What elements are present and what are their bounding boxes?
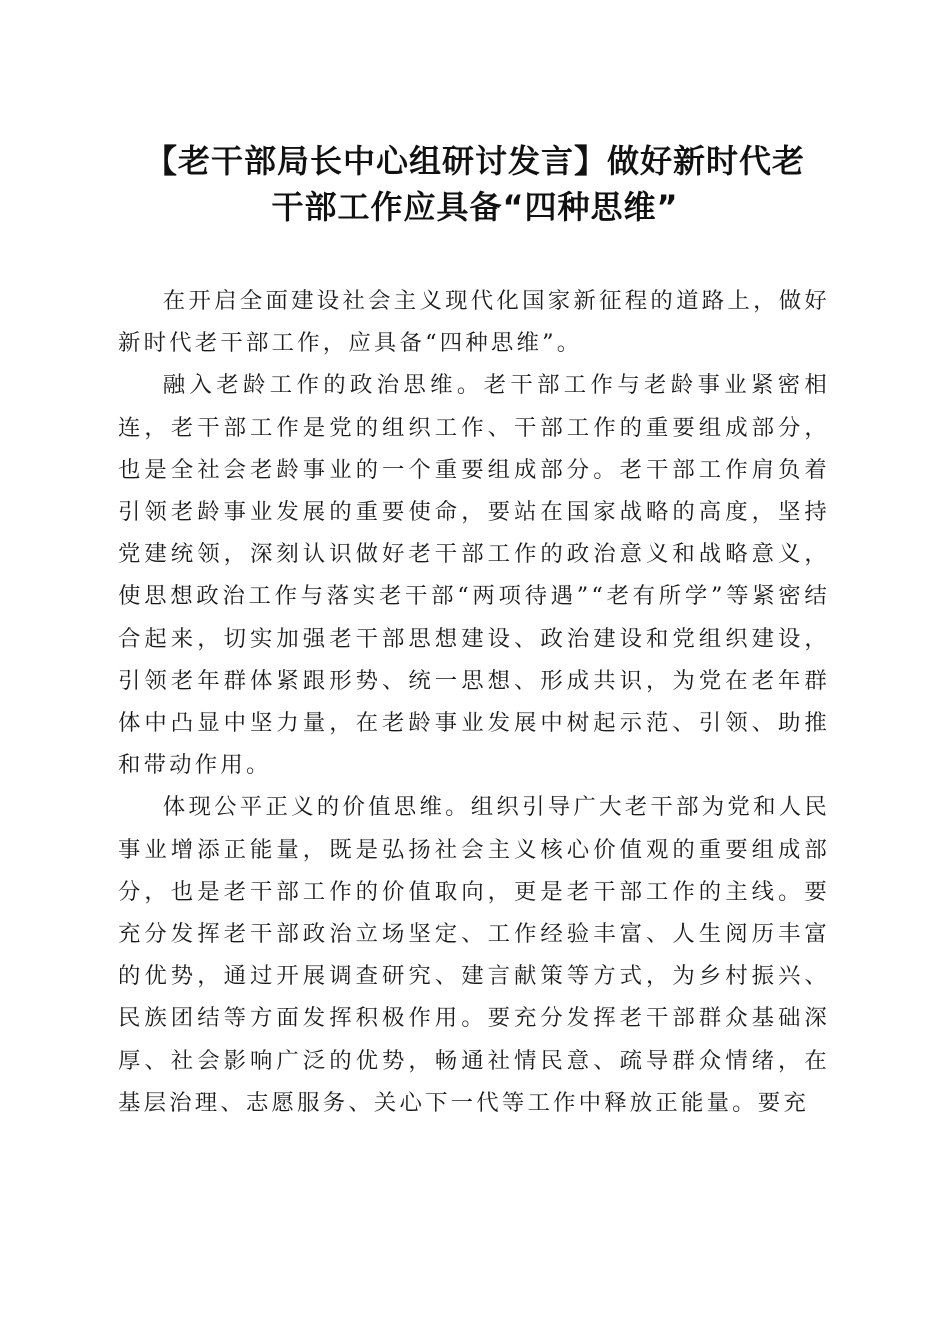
title-line-2: 干部工作应具备“四种思维” <box>271 188 679 226</box>
paragraph-intro: 在开启全面建设社会主义现代化国家新征程的道路上，做好新时代老干部工作，应具备“四种思维”。 <box>118 288 830 357</box>
title-line-1: 【老干部局长中心组研讨发言】做好新时代老 <box>144 142 805 180</box>
paragraph-value-thinking: 体现公平正义的价值思维。组织引导广大老干部为党和人民事业增添正能量，既是弘扬社会主义核心价值观的重要组成部分，也是老干部工作的价值取向，更是老干部工作的主线。要充分发挥老干部政治立场坚定、工作经验丰富、人生阅历丰富的优势，通过开展调查研究、建言献策等方式，为乡村振兴、民族团结等方面发挥积极作用。要充分发挥老干部群众基础深厚、社会影响广泛的优势，畅通社情民意、疏导群众情绪，在基层治理、志愿服务、关心下一代等工作中释放正能量。要充 <box>118 794 830 1116</box>
paragraph-political-thinking: 融入老龄工作的政治思维。老干部工作与老龄事业紧密相连，老干部工作是党的组织工作、干部工作的重要组成部分，也是全社会老龄事业的一个重要组成部分。老干部工作肩负着引领老龄事业发展的重要使命，要站在国家战略的高度，坚持党建统领，深刻认识做好老干部工作的政治意义和战略意义，使思想政治工作与落实老干部“两项待遇”“老有所学”等紧密结合起来，切实加强老干部思想建设、政治建设和党组织建设，引领老年群体紧跟形势、统一思想、形成共识，为党在老年群体中凸显中坚力量，在老龄事业发展中树起示范、引领、助推和带动作用。 <box>118 372 830 779</box>
document-title <box>100 138 850 230</box>
document-body <box>118 280 830 1124</box>
